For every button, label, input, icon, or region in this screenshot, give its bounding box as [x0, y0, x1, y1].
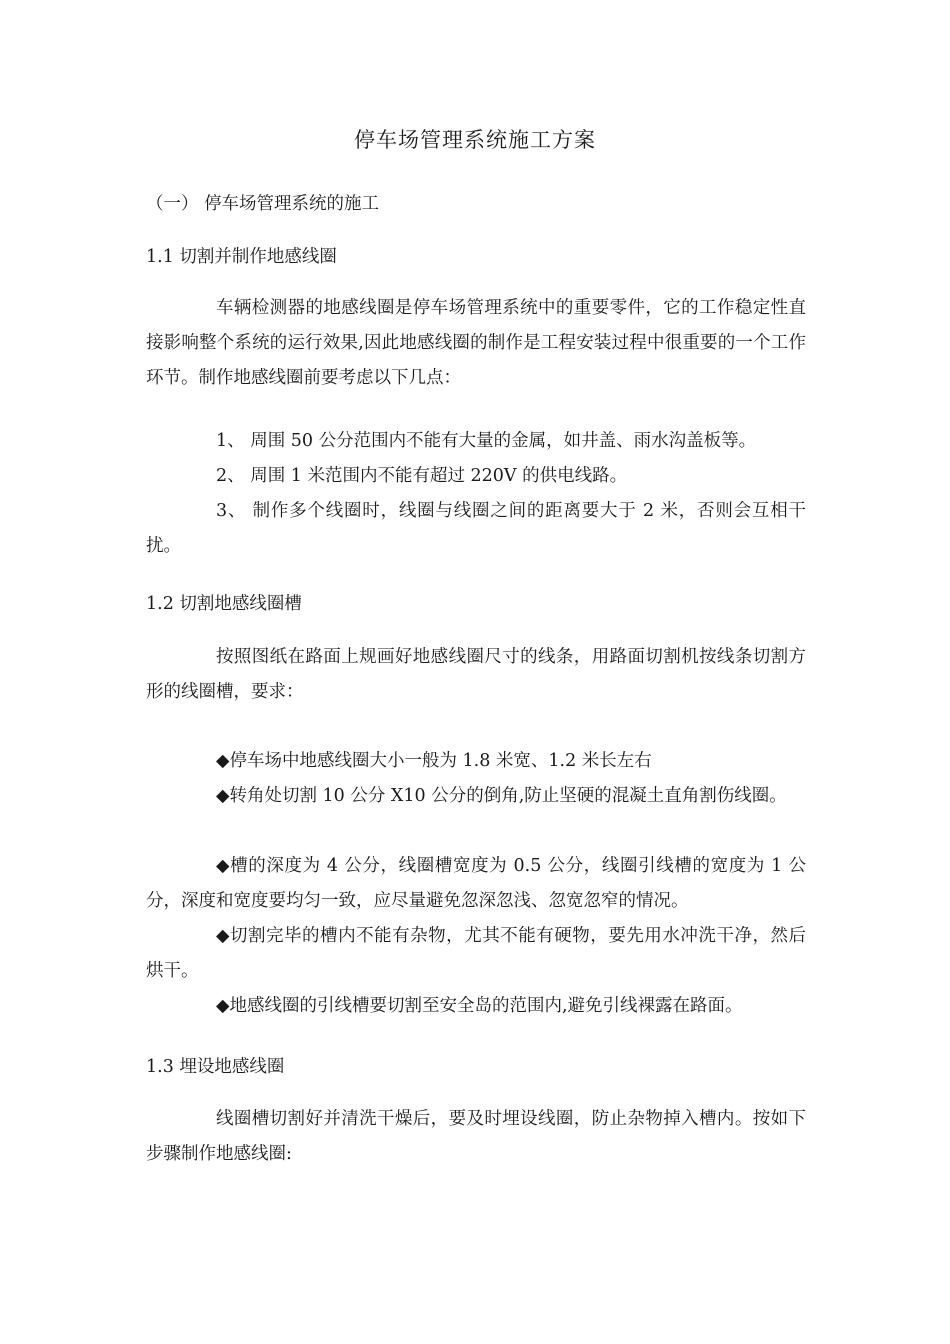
list-item-3: 3、 制作多个线圈时，线圈与线圈之间的距离要大于 2 米，否则会互相干扰。	[146, 501, 806, 556]
bullet-item: ◆切割完毕的槽内不能有杂物，尤其不能有硬物，要先用水冲洗干净，然后烘干。	[146, 926, 806, 981]
subsection-heading-1-2: 1.2 切割地感线圈槽	[146, 594, 302, 614]
paragraph-1-3: 线圈槽切割好并清洗干燥后，要及时埋设线圈，防止杂物掉入槽内。按如下步骤制作地感线圈:	[146, 1109, 806, 1164]
subsection-heading-1-3: 1.3 埋设地感线圈	[146, 1057, 285, 1077]
document-title: 停车场管理系统施工方案	[354, 128, 596, 152]
section-heading: （一） 停车场管理系统的施工	[146, 194, 380, 214]
bullet-item: ◆转角处切割 10 公分 X10 公分的倒角,防止坚硬的混凝土直角割伤线圈。	[216, 786, 787, 806]
bullet-item: ◆槽的深度为 4 公分，线圈槽宽度为 0.5 公分，线圈引线槽的宽度为 1 公分，深度和宽度要均匀一致，应尽量避免忽深忽浅、忽宽忽窄的情况。	[146, 856, 806, 911]
list-item-1: 1、 周围 50 公分范围内不能有大量的金属，如井盖、雨水沟盖板等。	[216, 431, 757, 451]
bullet-item: ◆停车场中地感线圈大小一般为 1.8 米宽、1.2 米长左右	[216, 751, 652, 771]
paragraph-1-1: 车辆检测器的地感线圈是停车场管理系统中的重要零件，它的工作稳定性直接影响整个系统的运行效果,因此地感线圈的制作是工程安装过程中很重要的一个工作环节。制作地感线圈前要考虑以下几点：	[146, 298, 806, 388]
paragraph-1-2: 按照图纸在路面上规画好地感线圈尺寸的线条，用路面切割机按线条切割方形的线圈槽，要求：	[146, 647, 806, 702]
list-item-2: 2、 周围 1 米范围内不能有超过 220V 的供电线路。	[216, 466, 628, 486]
subsection-heading-1-1: 1.1 切割并制作地感线圈	[146, 247, 337, 267]
bullet-item: ◆地感线圈的引线槽要切割至安全岛的范围内,避免引线裸露在路面。	[216, 996, 743, 1016]
